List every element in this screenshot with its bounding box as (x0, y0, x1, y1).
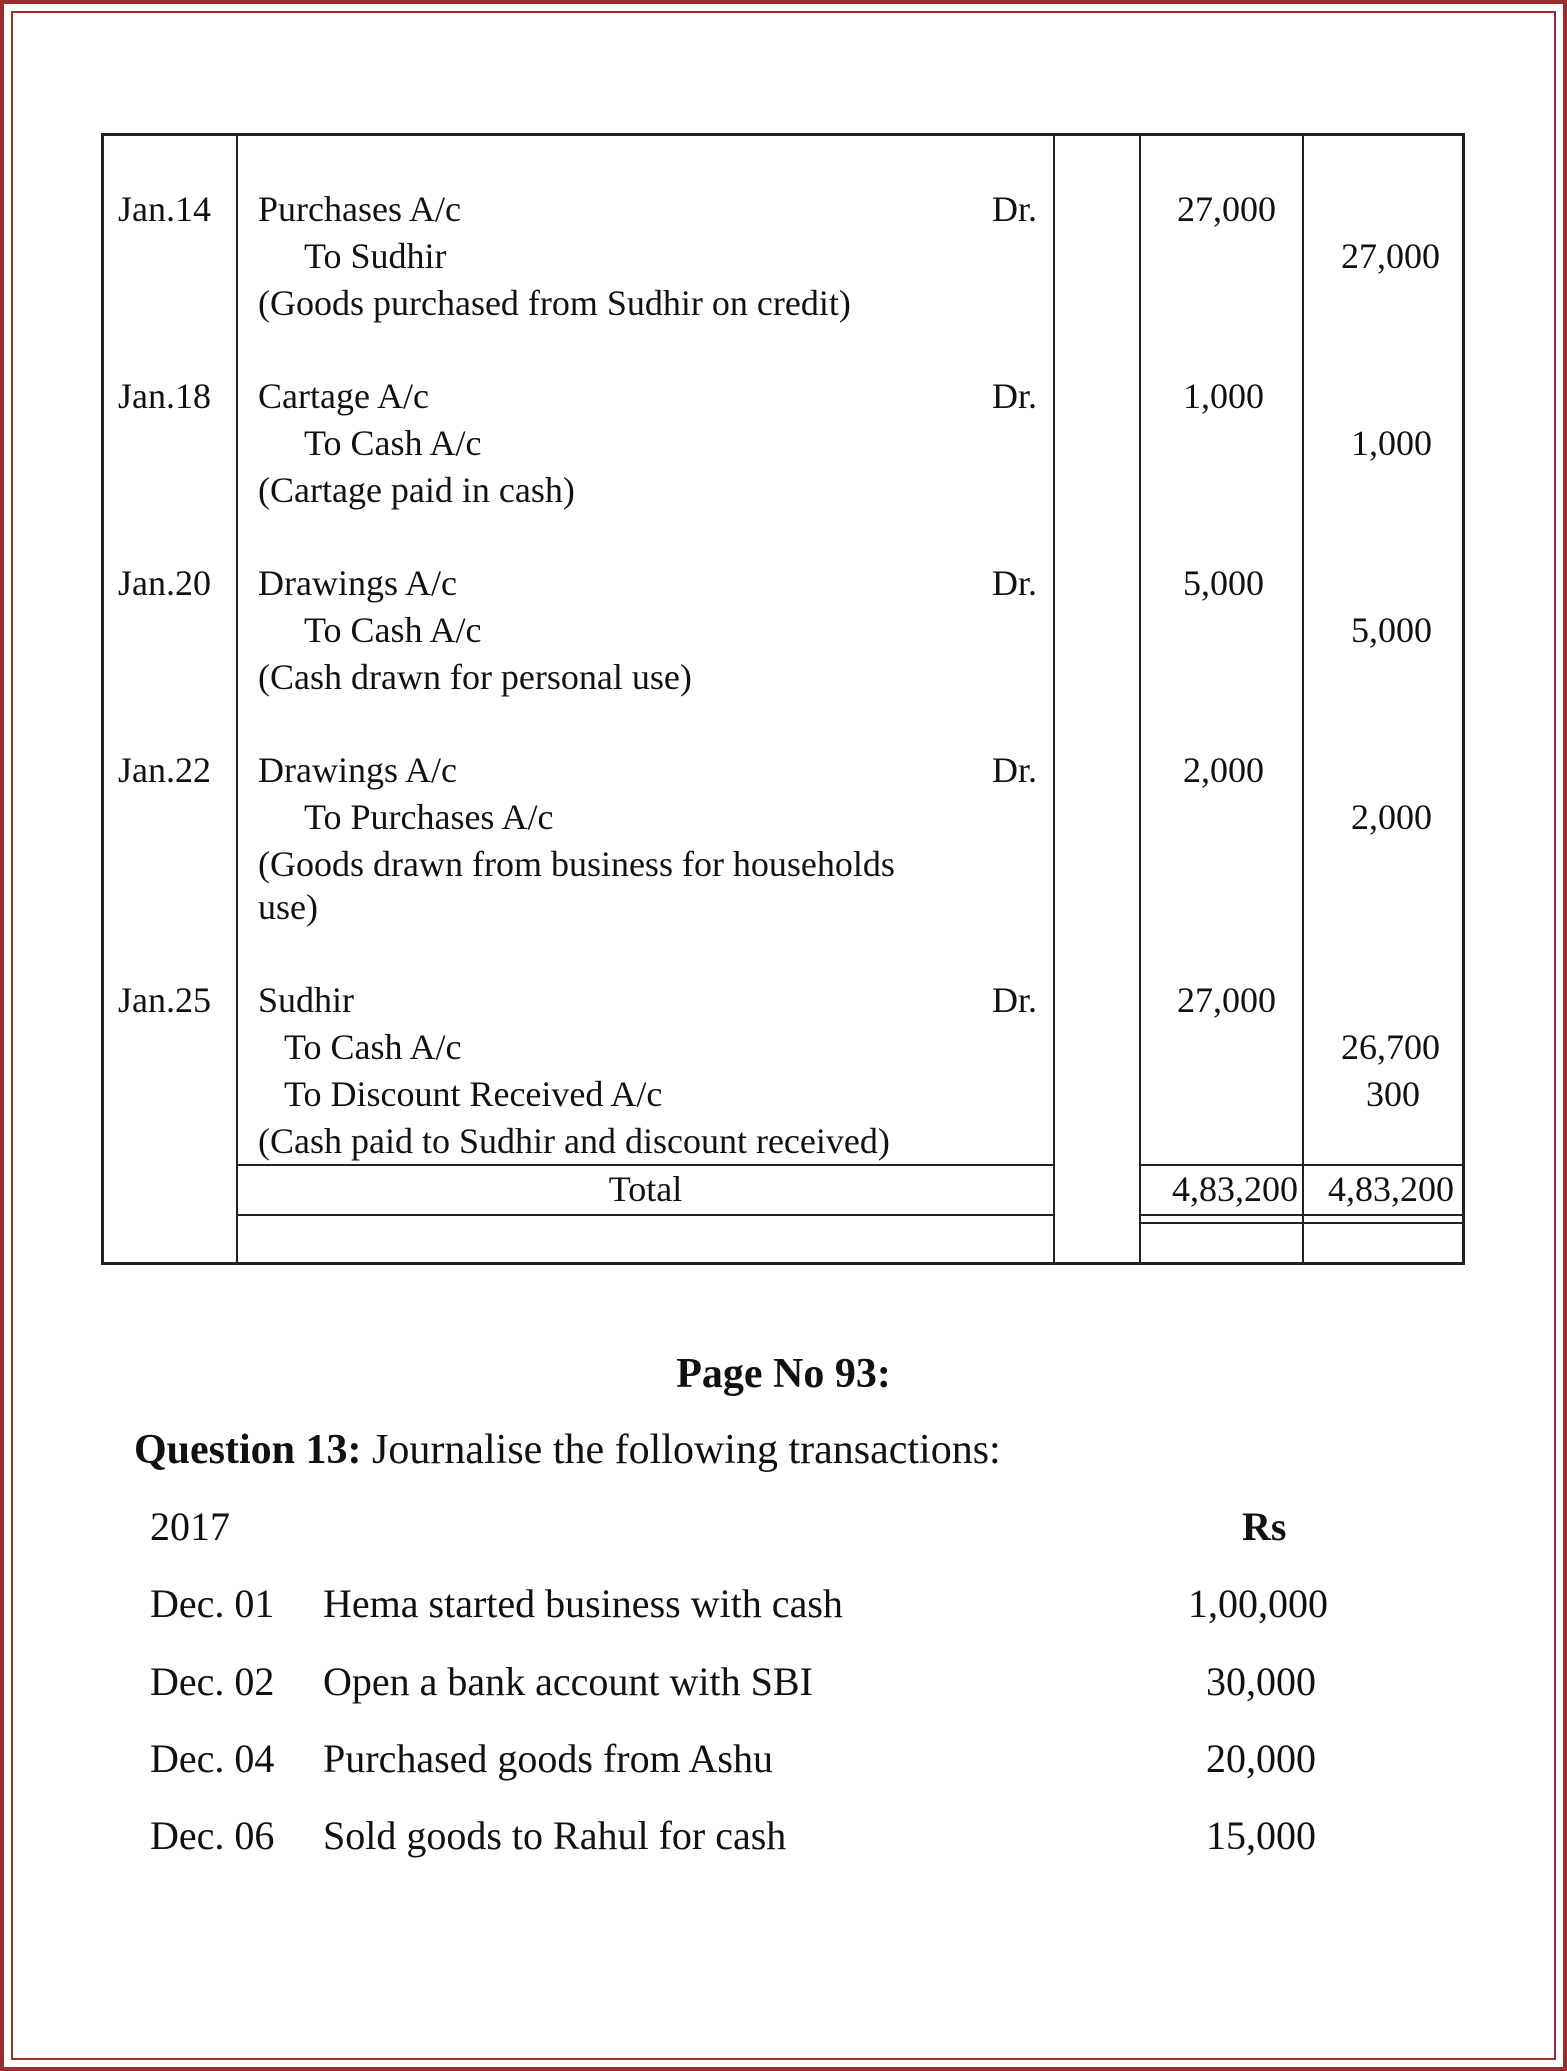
transaction-date: Dec. 06 (150, 1813, 275, 1858)
debit-account: Purchases A/c (258, 189, 461, 229)
question-label: Question 13: (134, 1427, 362, 1473)
credit-amount: 300 (1366, 1074, 1420, 1114)
transaction-date: Dec. 01 (150, 1581, 275, 1626)
question-line (134, 1422, 1001, 1478)
transaction-description: Hema started business with cash (323, 1581, 843, 1626)
debit-account: Drawings A/c (258, 563, 457, 603)
transaction-description: Open a bank account with SBI (323, 1659, 813, 1704)
total-double-rule-amounts (1139, 1222, 1465, 1224)
dr-label: Dr. (992, 980, 1037, 1020)
transaction-date: Dec. 02 (150, 1659, 275, 1704)
transaction-amount: 30,000 (1206, 1659, 1316, 1704)
transaction-description: Purchased goods from Ashu (323, 1736, 773, 1781)
credit-account: To Discount Received A/c (284, 1074, 663, 1114)
transaction-amount: 15,000 (1206, 1813, 1316, 1858)
narration: (Cartage paid in cash) (258, 470, 575, 510)
column-divider-debit (1302, 136, 1304, 1262)
credit-amount: 2,000 (1351, 797, 1432, 837)
total-bottom-rule-amounts (1139, 1214, 1465, 1216)
column-divider-particulars (1053, 136, 1055, 1262)
entry-date: Jan.14 (118, 189, 211, 229)
total-debit: 4,83,200 (1172, 1169, 1298, 1209)
narration: (Goods purchased from Sudhir on credit) (258, 283, 851, 323)
amount-header: Rs (1242, 1504, 1287, 1549)
dr-label: Dr. (992, 750, 1037, 790)
total-credit: 4,83,200 (1328, 1169, 1454, 1209)
entry-date: Jan.22 (118, 750, 211, 790)
journal-table (101, 133, 1465, 1265)
transaction-amount: 20,000 (1206, 1736, 1316, 1781)
transaction-date: Dec. 04 (150, 1736, 275, 1781)
transaction-year: 2017 (150, 1504, 230, 1549)
credit-amount: 27,000 (1341, 236, 1440, 276)
dr-label: Dr. (992, 189, 1037, 229)
debit-amount: 2,000 (1183, 750, 1264, 790)
total-bottom-rule-particulars (236, 1214, 1053, 1216)
column-divider-date (236, 136, 238, 1262)
debit-account: Drawings A/c (258, 750, 457, 790)
dr-label: Dr. (992, 563, 1037, 603)
entry-date: Jan.20 (118, 563, 211, 603)
question-text: Journalise the following transactions: (372, 1427, 1001, 1473)
credit-account: To Cash A/c (304, 610, 482, 650)
credit-account: To Purchases A/c (304, 797, 554, 837)
credit-account: To Cash A/c (284, 1027, 462, 1067)
debit-account: Sudhir (258, 980, 355, 1020)
credit-account: To Cash A/c (304, 423, 482, 463)
debit-account: Cartage A/c (258, 376, 429, 416)
credit-amount: 5,000 (1351, 610, 1432, 650)
narration: (Cash paid to Sudhir and discount received) (258, 1121, 890, 1161)
transaction-description: Sold goods to Rahul for cash (323, 1813, 787, 1858)
transaction-amount: 1,00,000 (1188, 1581, 1328, 1626)
credit-account: To Sudhir (304, 236, 447, 276)
narration-line: (Goods drawn from business for households (258, 844, 895, 884)
total-label: Total (608, 1169, 683, 1209)
dr-label: Dr. (992, 376, 1037, 416)
debit-amount: 1,000 (1183, 376, 1264, 416)
narration-line: use) (258, 887, 318, 927)
page-heading: Page No 93: (676, 1351, 891, 1397)
entry-date: Jan.25 (118, 980, 211, 1020)
column-divider-lf (1139, 136, 1141, 1262)
debit-amount: 27,000 (1177, 189, 1276, 229)
credit-amount: 26,700 (1341, 1027, 1440, 1067)
narration: (Cash drawn for personal use) (258, 657, 692, 697)
debit-amount: 5,000 (1183, 563, 1264, 603)
debit-amount: 27,000 (1177, 980, 1276, 1020)
entry-date: Jan.18 (118, 376, 211, 416)
credit-amount: 1,000 (1351, 423, 1432, 463)
